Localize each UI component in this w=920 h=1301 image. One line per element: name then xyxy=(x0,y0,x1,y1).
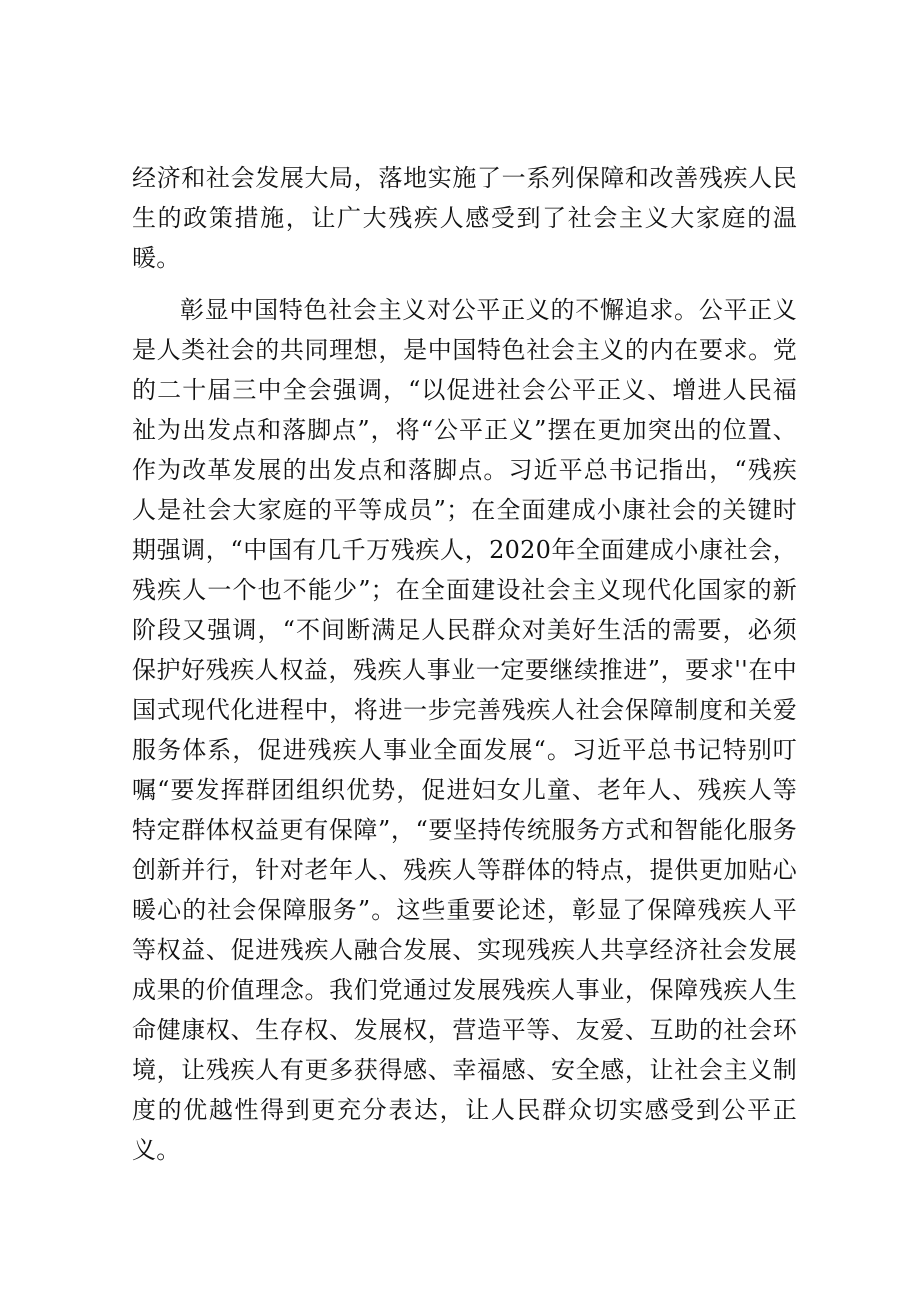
body-text xyxy=(132,158,797,1170)
paragraph-continued: 经济和社会发展大局，落地实施了一系列保障和改善残疾人民生的政策措施，让广大残疾人感受到了社会主义大家庭的温暖。 xyxy=(132,164,797,272)
paragraph-fairness-justice: 彰显中国特色社会主义对公平正义的不懈追求。公平正义是人类社会的共同理想，是中国特色社会主义的内在要求。党的二十届三中全会强调，“以促进社会公平正义、增进人民福祉为出发点和落脚点”，将“公平正义”摆在更加突出的位置、作为改革发展的出发点和落脚点。习近平总书记指出，“残疾人是社会大家庭的平等成员”；在全面建成小康社会的关键时期强调，“中国有几千万残疾人，2020年全面建成小康社会，残疾人一个也不能少”；在全面建设社会主义现代化国家的新阶段又强调，“不间断满足人民群众对美好生活的需要，必须保护好残疾人权益，残疾人事业一定要继续推进”，要求''在中国式现代化进程中，将进一步完善残疾人社会保障制度和关爱服务体系，促进残疾人事业全面发展“。习近平总书记特别叮嘱“要发挥群团组织优势，促进妇女儿童、老年人、残疾人等特定群体权益更有保障”，“要坚持传统服务方式和智能化服务创新并行，针对老年人、残疾人等群体的特点，提供更加贴心暖心的社会保障服务”。这些重要论述，彰显了保障残疾人平等权益、促进残疾人融合发展、实现残疾人共享经济社会发展成果的价值理念。我们党通过发展残疾人事业，保障残疾人生命健康权、生存权、发展权，营造平等、友爱、互助的社会环境，让残疾人有更多获得感、幸福感、安全感，让社会主义制度的优越性得到更充分表达，让人民群众切实感受到公平正义。 xyxy=(132,296,797,1164)
